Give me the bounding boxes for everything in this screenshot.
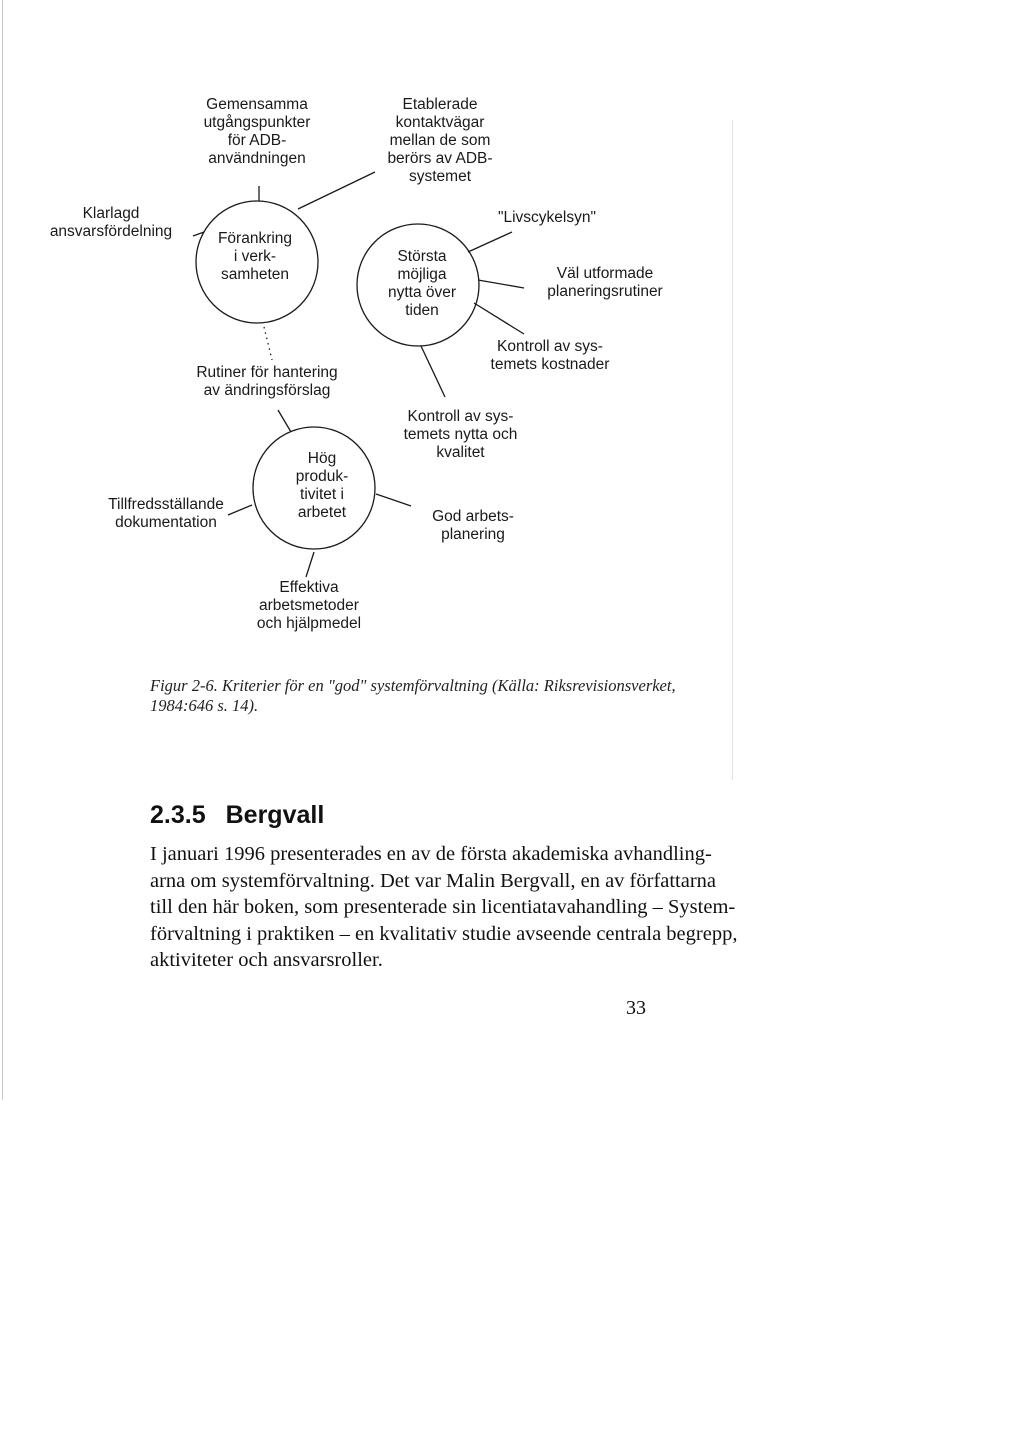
body-paragraph: I januari 1996 presenterades en av de första akademiska avhandling- arna om systemförvaltning. Det var Malin Bergvall, en av författarna till den här boken, som presenterade sin licentiatavahandling – System- förvaltning i praktiken – en kvalitativ studie avseende centrala begrepp, aktiviteter och ansvarsroller. [150, 843, 738, 971]
connector-rutiner-dotted [264, 327, 272, 360]
label-livscykelsyn: "Livscykelsyn" [497, 209, 596, 226]
figure-caption: Figur 2-6. Kriterier för en "god" systemförvaltning (Källa: Riksrevisionsverket, 1984:646 s. 14). [150, 676, 676, 715]
circle-text-forankring: Förankring i verk- samheten [217, 230, 293, 283]
section-title: Bergvall [225, 801, 325, 829]
circle-text-hog: Hög produk- tivitet i arbetet [295, 450, 349, 521]
label-etablerade: Etablerade kontaktvägar mellan de som berörs av ADB- systemet [387, 96, 493, 185]
connector-rutiner [278, 410, 291, 432]
label-klarlagd: Klarlagd ansvarsfördelning [49, 205, 173, 240]
connector-etablerade [298, 172, 375, 209]
label-rutiner: Rutiner för hantering av ändringsförslag [196, 364, 338, 399]
label-god-arbets: God arbets- planering [432, 508, 514, 543]
connector-effektiva [306, 552, 314, 577]
label-effektiva: Effektiva arbetsmetoder och hjälpmedel [256, 579, 362, 632]
label-gemensamma: Gemensamma utgångspunkter för ADB- användningen [203, 96, 311, 167]
label-val-utformade: Väl utformade planeringsrutiner [547, 265, 663, 300]
section-number: 2.3.5 [150, 801, 206, 829]
connector-val-utformade [478, 280, 524, 288]
label-kontroll-kostnader: Kontroll av sys- temets kostnader [490, 338, 610, 373]
section-heading [150, 800, 324, 830]
circle-text-storsta: Största möjliga nytta över tiden [387, 248, 457, 319]
label-kontroll-nytta: Kontroll av sys- temets nytta och kvalitet [403, 408, 518, 461]
label-tillfredsstallande: Tillfredsställande dokumentation [108, 496, 224, 531]
connector-livscykelsyn [468, 232, 512, 252]
connector-god-arbets [376, 494, 411, 506]
connector-kontroll-kostnader [474, 303, 524, 334]
page-number: 33 [626, 997, 646, 1019]
connector-kontroll-nytta [421, 346, 445, 397]
